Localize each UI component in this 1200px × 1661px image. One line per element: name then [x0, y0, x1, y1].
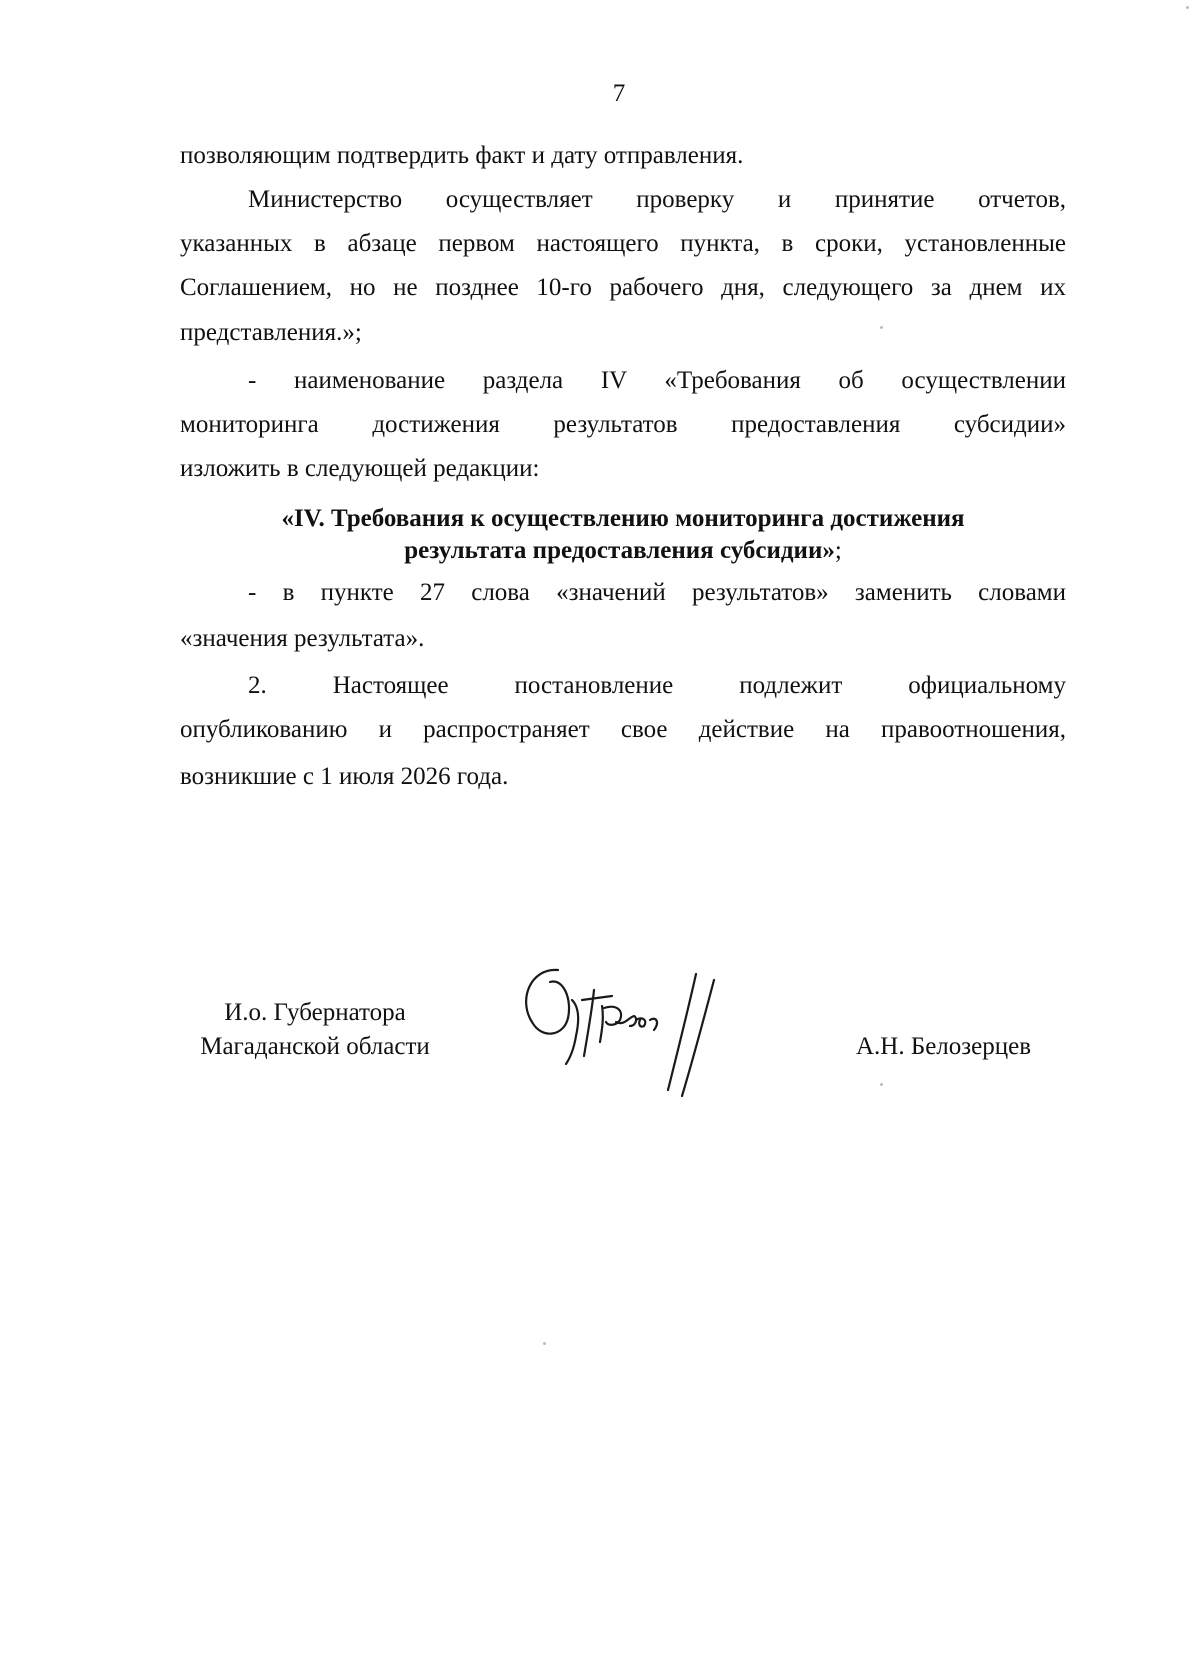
paragraph-line: Соглашением, но не позднее 10-го рабочего дня, следующего за днем их — [180, 274, 1066, 301]
section-heading-line — [180, 536, 1066, 566]
paragraph-line: возникшие с 1 июля 2026 года. — [180, 763, 509, 790]
scan-speck — [1186, 6, 1189, 9]
section-heading-punctuation: ; — [834, 537, 842, 564]
signatory-position-line: И.о. Губернатора — [224, 999, 406, 1026]
signatory-position — [170, 996, 460, 1064]
paragraph-line: - наименование раздела IV «Требования об осуществлении — [248, 367, 1066, 394]
scan-speck — [880, 326, 883, 329]
paragraph-line: мониторинга достижения результатов предоставления субсидии» — [180, 411, 1066, 438]
paragraph-line: указанных в абзаце первом настоящего пункта, в сроки, установленные — [180, 230, 1066, 257]
scan-speck — [543, 1342, 546, 1345]
handwritten-signature — [520, 960, 750, 1100]
paragraph-line: - в пункте 27 слова «значений результатов» заменить словами — [248, 579, 1066, 606]
paragraph-line: опубликованию и распространяет свое действие на правоотношения, — [180, 716, 1066, 743]
paragraph-line: Министерство осуществляет проверку и принятие отчетов, — [248, 186, 1066, 213]
section-heading-text: результата предоставления субсидии» — [404, 537, 835, 564]
page-number: 7 — [612, 80, 626, 107]
paragraph-line: изложить в следующей редакции: — [180, 455, 540, 482]
signer-name: А.Н. Белозерцев — [856, 1033, 1032, 1060]
section-heading-line: «IV. Требования к осуществлению мониторинга достижения — [281, 505, 965, 532]
scan-speck — [880, 1083, 883, 1086]
paragraph-line: позволяющим подтвердить факт и дату отправления. — [180, 142, 744, 169]
paragraph-line: «значения результата». — [180, 625, 425, 652]
signatory-position-line: Магаданской области — [200, 1033, 430, 1060]
paragraph-line: 2. Настоящее постановление подлежит официальному — [248, 672, 1066, 699]
paragraph-line: представления.»; — [180, 319, 362, 346]
